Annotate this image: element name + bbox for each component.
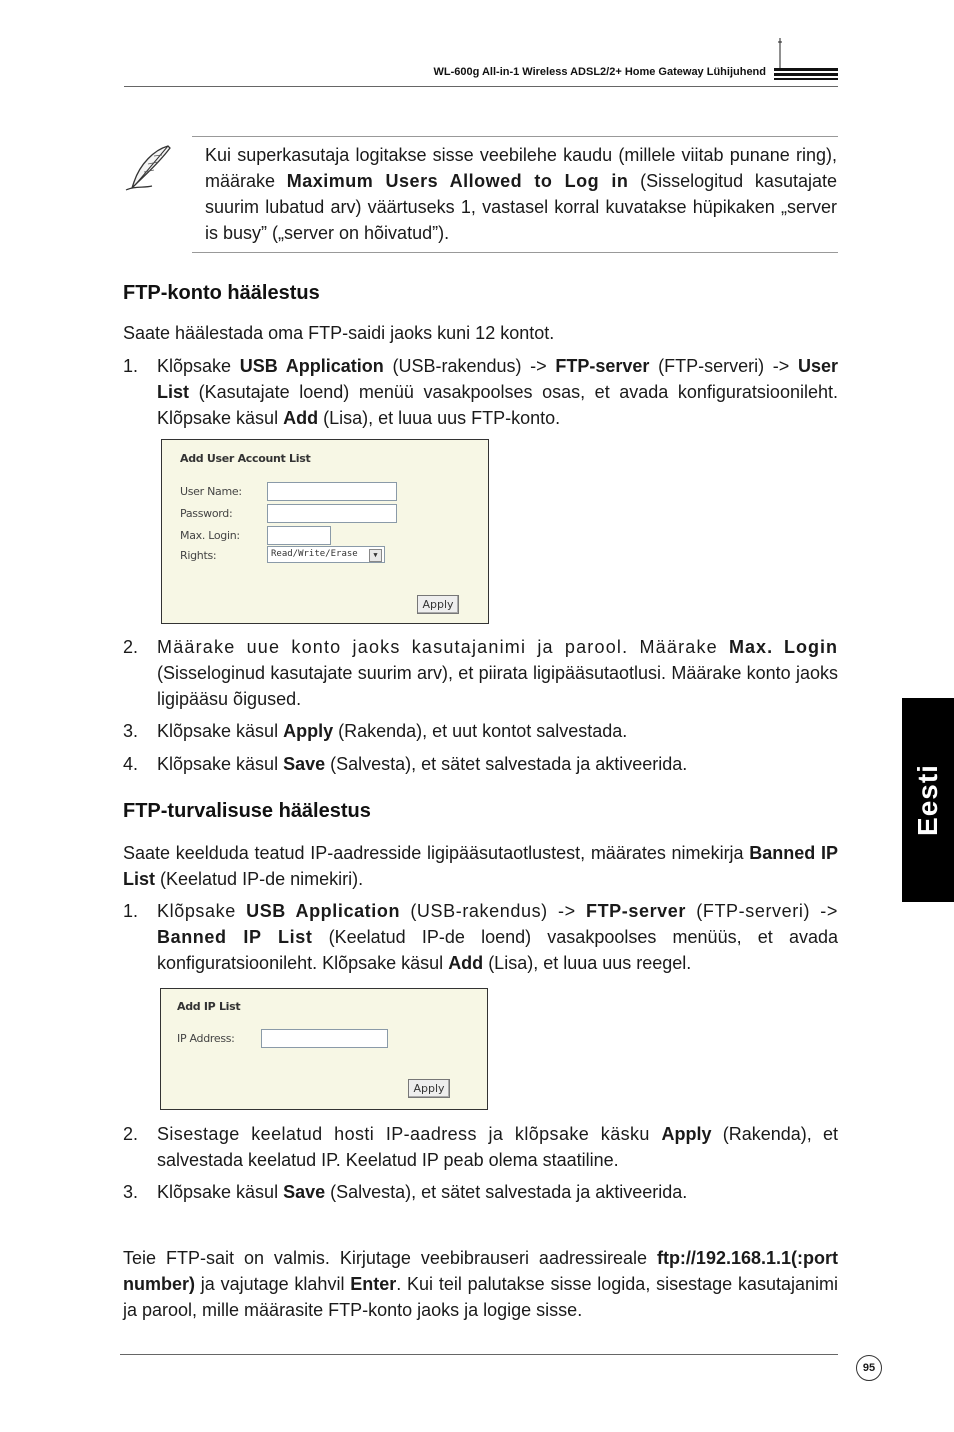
step-number: 2. xyxy=(123,1124,139,1144)
step-text: Klõpsake käsul Apply (Rakenda), et uut kontot salvestada. xyxy=(157,721,628,741)
password-label: Password: xyxy=(180,507,233,520)
footer-rule xyxy=(120,1354,838,1355)
add-user-account-screenshot xyxy=(161,439,489,624)
note-top-rule xyxy=(192,136,838,137)
rights-select[interactable] xyxy=(267,546,385,563)
apply-button[interactable]: Apply xyxy=(408,1079,450,1098)
step-number: 3. xyxy=(123,721,139,741)
note-bottom-rule xyxy=(192,252,838,253)
rights-label: Rights: xyxy=(180,549,217,562)
note-text: Kui superkasutaja logitakse sisse veebilehe kaudu (millele viitab punane ring), määrake Maximum Users Allowed to Log in (Sisselogitud kasutajate suurim lubatud arv) väärtuseks 1, vastasel korral kuvatakse hüpikaken „server is busy” („server on hõivatud”). xyxy=(205,145,837,243)
add-ip-list-screenshot xyxy=(160,988,488,1110)
apply-button[interactable]: Apply xyxy=(417,595,459,614)
step-text: Sisestage keelatud hosti IP-aadress ja klõpsake käsku Apply (Rakenda), et salvestada keelatud IP. Keelatud IP peab olema staatiline. xyxy=(157,1124,839,1170)
section-intro: Saate häälestada oma FTP-saidi jaoks kuni 12 kontot. xyxy=(123,323,555,343)
step-number: 4. xyxy=(123,754,139,774)
closing-paragraph: Teie FTP-sait on valmis. Kirjutage veebibrauseri aadressireale ftp://192.168.1.1(:port number) ja vajutage klahvil Enter. Kui teil palutakse sisse logida, sisestage kasutajanimi ja parool, mille määrasite FTP-konto jaoks ja logige sisse. xyxy=(123,1248,838,1320)
step-text: Klõpsake USB Application (USB-rakendus) -> FTP-server (FTP-serveri) -> User List (Kasutajate loend) menüü vasakpoolses osas, et avada konfiguratsioonileht. Klõpsake käsul Add (Lisa), et luua uus FTP-konto. xyxy=(157,356,838,428)
max-login-input[interactable] xyxy=(267,526,331,545)
step-number: 2. xyxy=(123,637,139,657)
ip-address-input[interactable] xyxy=(261,1029,388,1048)
user-name-label: User Name: xyxy=(180,485,242,498)
step-text: Klõpsake käsul Save (Salvesta), et sätet salvestada ja aktiveerida. xyxy=(157,754,688,774)
section-intro: Saate keelduda teatud IP-aadresside ligipääsutaotlustest, määrates nimekirja Banned IP List (Keelatud IP-de nimekiri). xyxy=(123,843,838,889)
router-logo-icon xyxy=(772,38,840,82)
running-header: WL-600g All-in-1 Wireless ADSL2/2+ Home Gateway Lühijuhend xyxy=(433,66,766,78)
step-text: Määrake uue konto jaoks kasutajanimi ja parool. Määrake Max. Login (Sisseloginud kasutajate suurim arv), et piirata ligipääsutaotlusi. Määrake konto jaoks ligipääsu õigused. xyxy=(157,637,838,709)
password-input[interactable] xyxy=(267,504,397,523)
header-rule xyxy=(124,86,838,87)
step-text: Klõpsake käsul Save (Salvesta), et sätet salvestada ja aktiveerida. xyxy=(157,1182,688,1202)
max-login-label: Max. Login: xyxy=(180,529,240,542)
chevron-down-icon: ▼ xyxy=(369,549,382,562)
screenshot-title: Add User Account List xyxy=(180,452,311,465)
quill-note-icon xyxy=(124,142,174,194)
section-heading-ftp-security: FTP-turvalisuse häälestus xyxy=(123,800,371,822)
user-name-input[interactable] xyxy=(267,482,397,501)
step-number: 1. xyxy=(123,901,139,921)
rights-selected-value: Read/Write/Erase xyxy=(271,549,358,559)
screenshot-title: Add IP List xyxy=(177,1000,241,1013)
language-side-tab-label: Eesti xyxy=(912,764,943,836)
step-number: 1. xyxy=(123,356,139,376)
ip-address-label: IP Address: xyxy=(177,1032,235,1045)
step-number: 3. xyxy=(123,1182,139,1202)
section-heading-ftp-account: FTP-konto häälestus xyxy=(123,282,320,304)
page-number: 95 xyxy=(856,1355,882,1381)
step-text: Klõpsake USB Application (USB-rakendus) -> FTP-server (FTP-serveri) -> Banned IP List (Keelatud IP-de loend) vasakpoolses menüüs, et avada konfiguratsioonileht. Klõpsake käsul Add (Lisa), et luua uus reegel. xyxy=(157,901,838,973)
